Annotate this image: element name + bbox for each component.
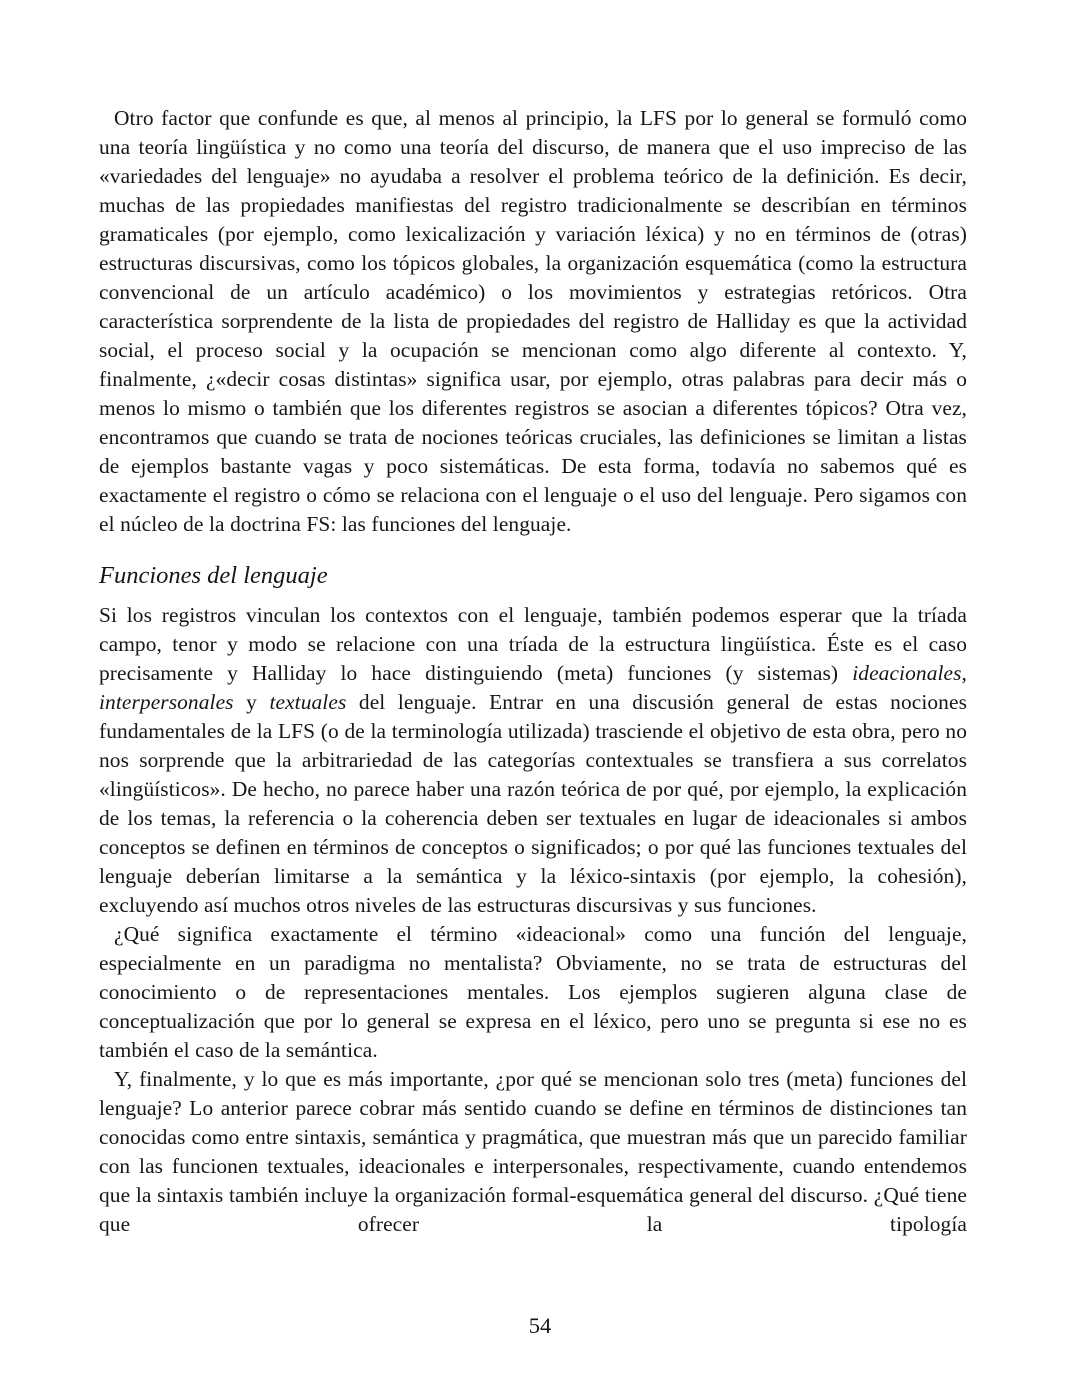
page-number: 54 [528, 1313, 552, 1338]
paragraph-ideacional-question: ¿Qué significa exactamente el término «ideacional» como una función del lenguaje, especialmente en un paradigma no mentalista? Obviamente, no se trata de estructuras del conocimiento o de representaciones mentales. Los ejemplos sugieren alguna clase de conceptualización que por lo general se expresa en el léxico, pero uno se pregunta si ese no es también el caso de la semántica. [99, 922, 967, 1062]
paragraph-register-confusion: Otro factor que confunde es que, al menos al principio, la LFS por lo general se formuló como una teoría lingüística y no como una teoría del discurso, de manera que el uso impreciso de las «variedades del lenguaje» no ayudaba a resolver el problema teórico de la definición. Es decir, muchas de las propiedades manifiestas del registro tradicionalmente se describían en términos gramaticales (por ejemplo, como lexicalización y variación léxica) y no en términos de (otras) estructuras discursivas, como los tópicos globales, la organización esquemática (como la estructura convencional de un artículo académico) o los movimientos y estrategias retóricos. Otra característica sorprendente de la lista de propiedades del registro de Halliday es que la actividad social, el proceso social y la ocupación se mencionan como algo diferente al contexto. Y, finalmente, ¿«decir cosas distintas» significa usar, por ejemplo, otras palabras para decir más o menos lo mismo o también que los diferentes registros se asocian a diferentes tópicos? Otra vez, encontramos que cuando se trata de nociones teóricas cruciales, las definiciones se limitan a listas de ejemplos bastante vagas y poco sistemáticas. De esta forma, todavía no sabemos qué es exactamente el registro o cómo se relaciona con el lenguaje o el uso del lenguaje. Pero sigamos con el núcleo de la doctrina FS: las funciones del lenguaje. [99, 106, 967, 536]
term-separator-1: , [961, 661, 967, 685]
text-block [99, 104, 967, 1239]
paragraph-metafunctions-part-1: Si los registros vinculan los contextos con el lenguaje, también podemos esperar que la tríada campo, tenor y modo se relacione con una tríada de la estructura lingüística. Éste es el caso precisamente y Halliday lo hace distinguiendo (meta) funciones (y sistemas) [99, 603, 967, 685]
term-interpersonales: interpersonales [99, 690, 234, 714]
term-separator-2: y [233, 690, 270, 714]
term-textuales: textuales [269, 690, 347, 714]
paragraph-metafunctions [99, 601, 967, 920]
section-heading-funciones-del-lenguaje: Funciones del lenguaje [99, 562, 328, 589]
paragraph-three-metafunctions-question: Y, finalmente, y lo que es más importante, ¿por qué se mencionan solo tres (meta) funciones del lenguaje? Lo anterior parece cobrar más sentido cuando se define en términos de distinciones tan conocidas como entre sintaxis, semántica y pragmática, que muestran más que un parecido familiar con las funcionen textuales, ideacionales e interpersonales, respectivamente, cuando entendemos que la sintaxis también incluye la organización formal-esquemática general del discurso. ¿Qué tiene que ofrecer la tipología [99, 1067, 967, 1236]
paragraph-metafunctions-part-2: del lenguaje. Entrar en una discusión general de estas nociones fundamentales de la LFS (o de la terminología utilizada) trasciende el objetivo de esta obra, pero no nos sorprende que la arbitrariedad de las categorías contextuales se transfiera a sus correlatos «lingüísticos». De hecho, no parece haber una razón teórica de por qué, por ejemplo, la explicación de los temas, la referencia o la coherencia deben ser textuales en lugar de ideacionales si ambos conceptos se definen en términos de conceptos o significados; o por qué las funciones textuales del lenguaje deberían limitarse a la semántica y la léxico-sintaxis (por ejemplo, la cohesión), excluyendo así muchos otros niveles de las estructuras discursivas y sus funciones. [99, 690, 967, 917]
term-ideacionales: ideacionales [852, 661, 962, 685]
